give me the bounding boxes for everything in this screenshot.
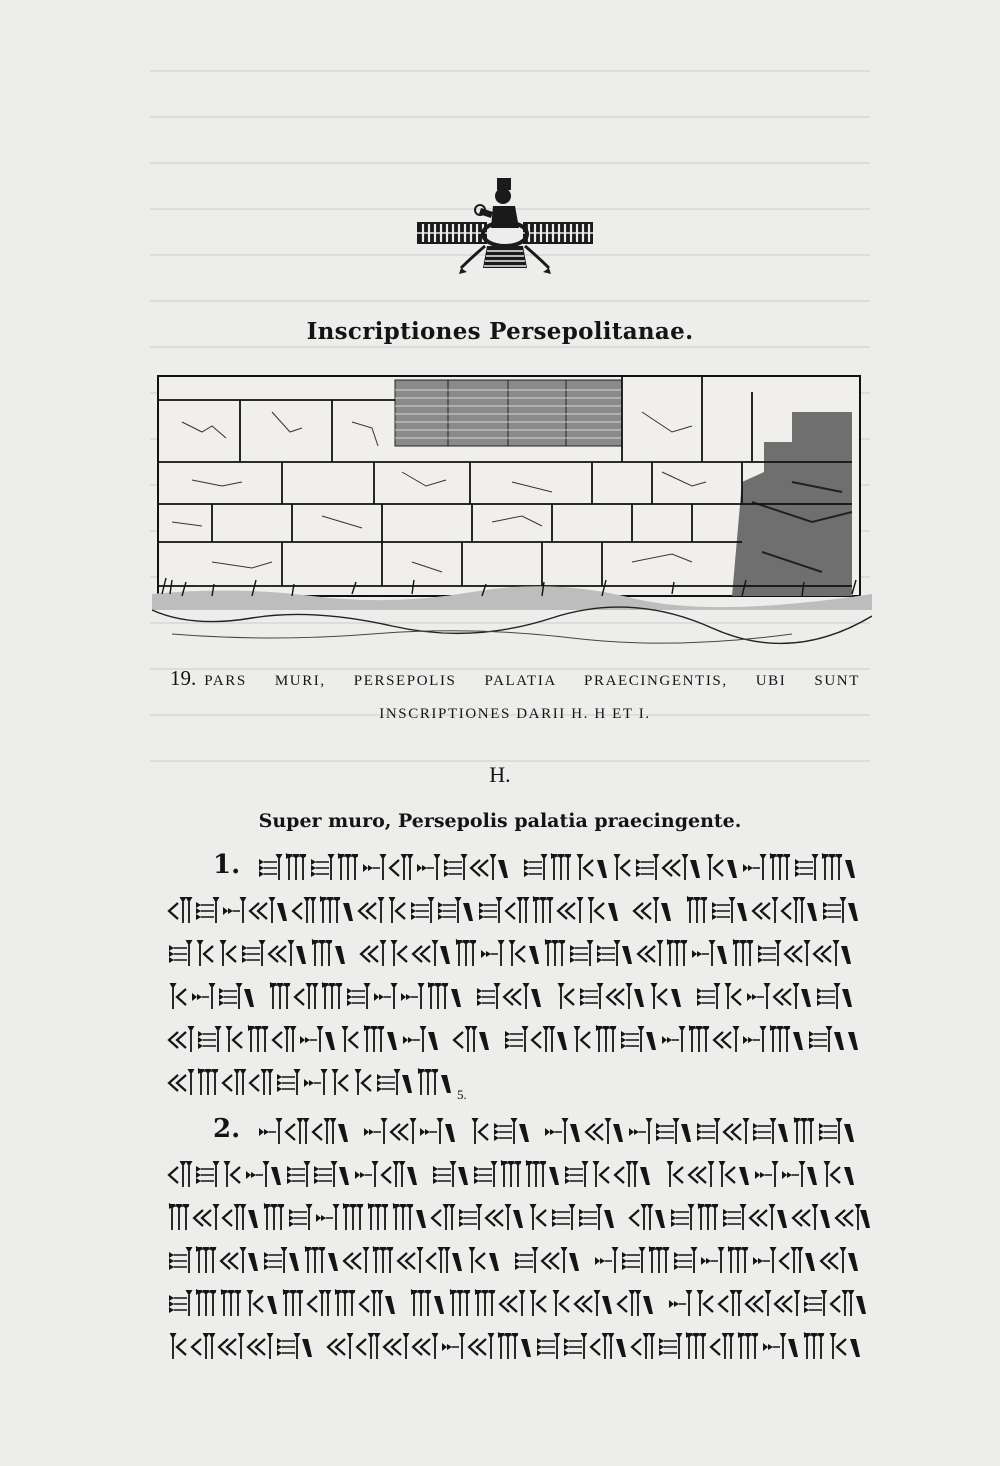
caption-line-1: PARS MURI, PERSEPOLIS PALATIA PRAECINGENTIS, UBI SUNT [204, 673, 860, 689]
paragraph-number: 1. [213, 850, 241, 880]
wall-engraving [152, 372, 872, 652]
cuneiform-line [165, 1063, 870, 1106]
cuneiform-glyph-row [165, 938, 870, 972]
cuneiform-line [165, 1198, 870, 1241]
cuneiform-line [165, 1327, 870, 1370]
figure-number: 19. [170, 666, 197, 690]
cuneiform-glyph-row [165, 1067, 870, 1101]
cuneiform-paragraph-1 [165, 848, 870, 1106]
cuneiform-line [165, 1284, 870, 1327]
cuneiform-glyph-row [165, 1202, 870, 1236]
cuneiform-line [165, 1020, 870, 1063]
cuneiform-glyph-row [165, 1245, 870, 1279]
cuneiform-glyph-row [165, 1024, 870, 1058]
section-subtitle: Super muro, Persepolis palatia praecingente. [258, 810, 742, 832]
section-letter: H. [489, 762, 511, 787]
cuneiform-line [165, 934, 870, 977]
cuneiform-line [165, 848, 870, 891]
cuneiform-line [165, 891, 870, 934]
cuneiform-glyph-row [165, 1331, 870, 1365]
cuneiform-line [165, 977, 870, 1020]
cuneiform-glyph-row [165, 1116, 870, 1150]
cuneiform-line [165, 1155, 870, 1198]
cuneiform-glyph-row [165, 852, 870, 886]
cuneiform-glyph-row [165, 1159, 870, 1193]
cuneiform-line [165, 1241, 870, 1284]
cuneiform-glyph-row [165, 1288, 870, 1322]
page-title: Inscriptiones Persepolitanae. [306, 318, 694, 345]
paragraph-number: 2. [213, 1114, 241, 1144]
cuneiform-line [165, 1112, 870, 1155]
winged-figure-vignette [415, 172, 595, 300]
cuneiform-glyph-row [165, 981, 870, 1015]
figure-caption [170, 662, 860, 731]
line-count-mark: 5. [457, 1087, 467, 1102]
cuneiform-glyph-row [165, 895, 870, 929]
cuneiform-paragraph-2 [165, 1112, 870, 1370]
caption-line-2: INSCRIPTIONES DARII H. H ET I. [379, 706, 651, 722]
